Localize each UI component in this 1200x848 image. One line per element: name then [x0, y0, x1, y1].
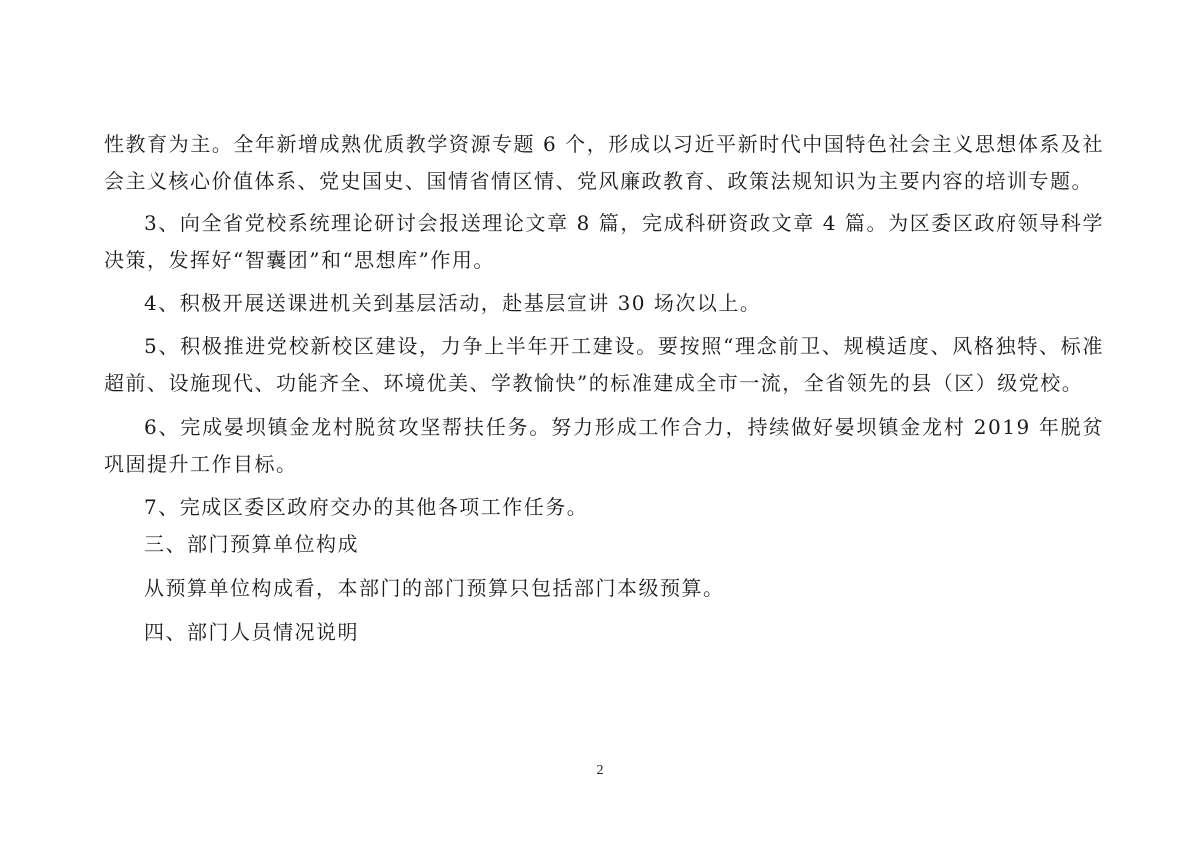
paragraph-item-7: 7、完成区委区政府交办的其他各项工作任务。: [144, 495, 589, 519]
paragraph-item-6: 6、完成晏坝镇金龙村脱贫攻坚帮扶任务。努力形成工作合力，持续做好晏坝镇金龙村 2019 年脱贫巩固提升工作目标。: [104, 415, 1104, 476]
document-body: [104, 126, 1104, 651]
paragraph-budget-units: 从预算单位构成看，本部门的部门预算只包括部门本级预算。: [144, 576, 725, 600]
section-heading-budget-units: 三、部门预算单位构成: [144, 532, 359, 556]
paragraph-teaching-topics: 性教育为主。全年新增成熟优质教学资源专题 6 个，形成以习近平新时代中国特色社会主义思想体系及社会主义核心价值体系、党史国史、国情省情区情、党风廉政教育、政策法规知识为主要内容的培训专题。: [104, 132, 1104, 193]
section-heading-personnel: 四、部门人员情况说明: [144, 620, 359, 644]
paragraph-item-3: 3、向全省党校系统理论研讨会报送理论文章 8 篇，完成科研资政文章 4 篇。为区委区政府领导科学决策，发挥好“智囊团”和“思想库”作用。: [104, 211, 1104, 272]
page-number: 2: [596, 763, 604, 778]
paragraph-item-5: 5、积极推进党校新校区建设，力争上半年开工建设。要按照“理念前卫、规模适度、风格独特、标准超前、设施现代、功能齐全、环境优美、学教愉快”的标准建成全市一流，全省领先的县（区）级党校。: [104, 334, 1104, 395]
paragraph-item-4: 4、积极开展送课进机关到基层活动，赴基层宣讲 30 场次以上。: [144, 291, 762, 315]
